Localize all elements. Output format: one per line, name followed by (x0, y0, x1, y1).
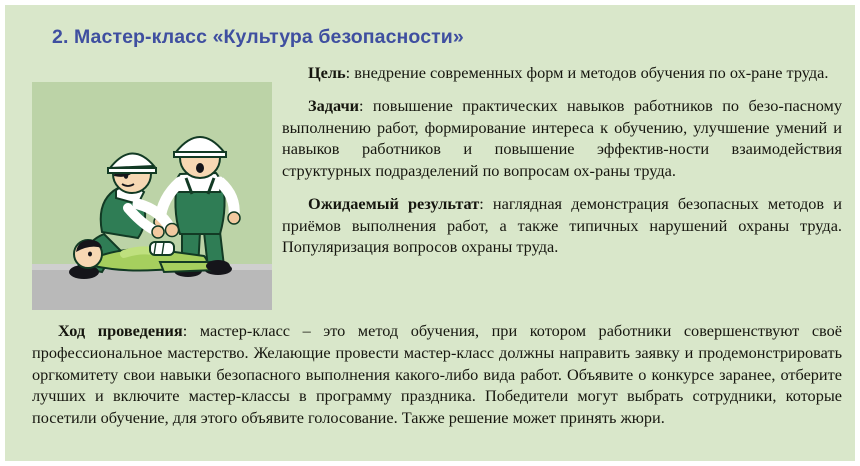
paragraph-process (32, 320, 842, 429)
paragraph-tasks (282, 95, 842, 182)
body-text-column (282, 62, 842, 269)
process-label: Ход проведения (58, 321, 183, 340)
expected-result-text: : наглядная демонстрация безопасных методов и приёмов выполнения работ, а также типичных нарушений охраны труда. Популяризация вопросов охраны труда. (282, 193, 842, 257)
expected-result-label: Ожидаемый результат (308, 193, 480, 213)
process-block (32, 320, 842, 429)
first-aid-illustration (32, 82, 272, 310)
tasks-label: Задачи (308, 95, 360, 115)
goal-label: Цель (308, 63, 346, 82)
paragraph-expected-result (282, 193, 842, 258)
slide-content-area (10, 10, 860, 466)
paragraph-goal (282, 62, 842, 84)
goal-text: : внедрение современных форм и методов обучения по ох-ране труда. (345, 63, 829, 82)
process-text: : мастер-класс – это метод обучения, при котором работники совершенствуют своё профессиональное мастерство. Желающие провести мастер-класс должны направить заявку и продемонстрировать оргкомитету свои навыки безопасного выполнения какого-либо вида работ. Объявите о конкурсе заранее, отберите лучших и включите мастер-классы в программу праздника. Победители могут выбрать сотрудники, которые посетили обучение, для этого объявите голосование. Также решение может принять жюри. (32, 321, 843, 427)
tasks-text: : повышение практических навыков работников по безо-пасному выполнению работ, формирование интереса к обучению, улучшение умений и навыков работников и повышение эффектив-ности взаимодействия структурных подразделений по вопросам ох-раны труда. (282, 95, 842, 180)
page-title: 2. Мастер-класс «Культура безопасности» (52, 26, 464, 48)
